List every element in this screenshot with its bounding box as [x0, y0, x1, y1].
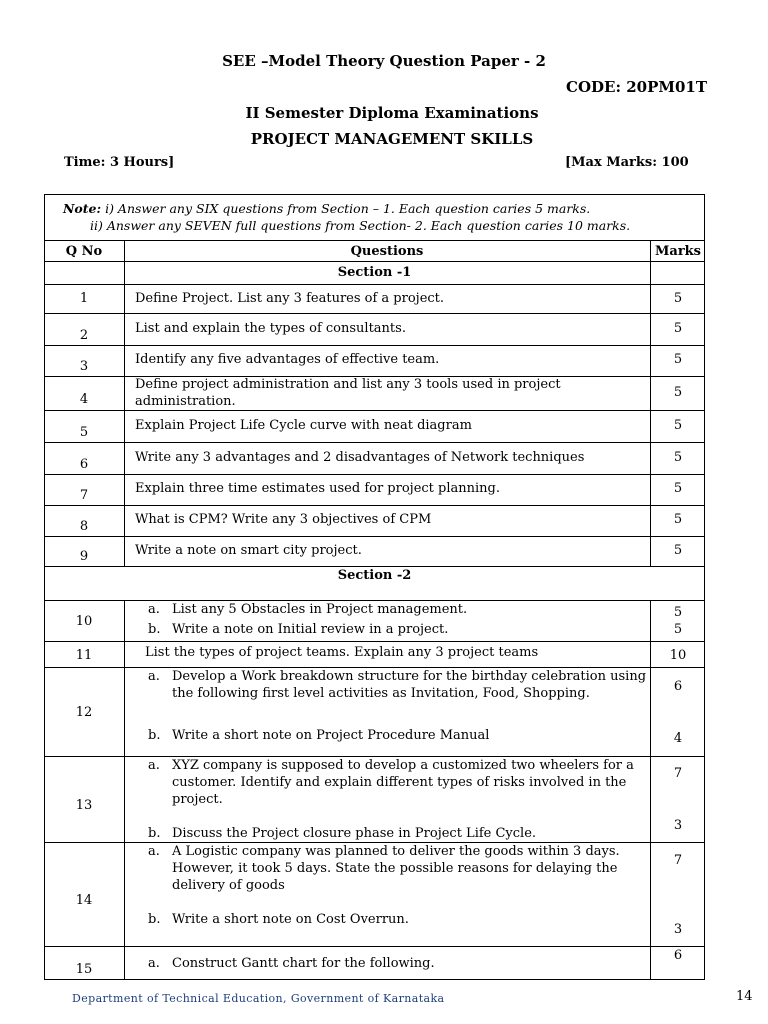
- instructions-line-1: Note: i) Answer any SIX questions from Section – 1. Each question caries 5 marks.: [63, 201, 591, 216]
- question-marks: 10: [669, 648, 687, 663]
- question-marks: 3: [673, 922, 683, 937]
- sub-label: b.: [148, 728, 161, 743]
- question-text: Discuss the Project closure phase in Project Life Cycle.: [172, 826, 537, 841]
- question-marks: 6: [673, 679, 683, 694]
- paper-code: CODE: 20PM01T: [566, 78, 707, 96]
- question-marks: 5: [673, 352, 683, 367]
- question-number: 7: [79, 488, 89, 503]
- question-number: 5: [79, 425, 89, 440]
- question-marks: 6: [673, 948, 683, 963]
- question-marks: 5: [673, 418, 683, 433]
- sub-label: a.: [148, 844, 160, 859]
- question-number: 2: [79, 328, 89, 343]
- exam-duration: Time: 3 Hours]: [64, 155, 175, 170]
- question-text: Define project administration and list any 3 tools used in project administration.: [135, 377, 561, 409]
- sub-label: b.: [148, 912, 161, 927]
- question-text: Identify any five advantages of effective team.: [135, 352, 440, 367]
- page-number: 14: [736, 989, 753, 1004]
- sub-label: b.: [148, 622, 161, 637]
- question-text: Explain three time estimates used for project planning.: [135, 481, 500, 496]
- question-marks: 4: [673, 731, 683, 746]
- question-text: List the types of project teams. Explain any 3 project teams: [145, 645, 539, 660]
- section-2-title: Section -2: [337, 568, 412, 583]
- sub-label: a.: [148, 669, 160, 684]
- question-marks: 5: [673, 512, 683, 527]
- question-marks: 5: [673, 450, 683, 465]
- question-text: Define Project. List any 3 features of a project.: [135, 291, 445, 306]
- paper-title: SEE –Model Theory Question Paper - 2: [222, 52, 546, 70]
- question-marks: 7: [673, 853, 683, 868]
- question-number: 10: [75, 614, 93, 629]
- question-marks: 7: [673, 766, 683, 781]
- question-number: 4: [79, 392, 89, 407]
- question-text: Write a note on Initial review in a project.: [172, 622, 449, 637]
- question-marks: 3: [673, 818, 683, 833]
- question-text: Write a short note on Project Procedure Manual: [172, 728, 490, 743]
- question-text: What is CPM? Write any 3 objectives of CPM: [135, 512, 432, 527]
- question-marks: 5: [673, 605, 683, 620]
- sub-label: b.: [148, 826, 161, 841]
- question-text: Write a short note on Cost Overrun.: [172, 912, 409, 927]
- question-number: 6: [79, 457, 89, 472]
- question-marks: 5: [673, 622, 683, 637]
- column-header-questions: Questions: [350, 244, 424, 259]
- question-marks: 5: [673, 291, 683, 306]
- max-marks: [Max Marks: 100: [565, 155, 689, 170]
- question-marks: 5: [673, 481, 683, 496]
- footer-department: Department of Technical Education, Government of Karnataka: [72, 992, 445, 1005]
- question-number: 13: [75, 798, 93, 813]
- question-number: 9: [79, 549, 89, 564]
- question-number: 8: [79, 519, 89, 534]
- column-header-marks: Marks: [655, 244, 701, 259]
- column-header-qno: Q No: [65, 244, 103, 259]
- sub-label: a.: [148, 758, 160, 773]
- question-number: 1: [79, 291, 89, 306]
- question-number: 12: [75, 705, 93, 720]
- question-number: 3: [79, 359, 89, 374]
- exam-name: II Semester Diploma Examinations: [245, 104, 539, 122]
- question-text: Develop a Work breakdown structure for the birthday celebration using the following first level activities as Invitation, Food, Shopping.: [172, 669, 647, 701]
- question-marks: 5: [673, 321, 683, 336]
- question-number: 14: [75, 893, 93, 908]
- sub-label: a.: [148, 602, 160, 617]
- question-text: Write any 3 advantages and 2 disadvantages of Network techniques: [135, 450, 585, 465]
- question-text: Explain Project Life Cycle curve with neat diagram: [135, 418, 472, 433]
- question-marks: 5: [673, 385, 683, 400]
- note-label: Note:: [63, 201, 102, 216]
- instructions-line-2: ii) Answer any SEVEN full questions from Section- 2. Each question caries 10 marks.: [90, 218, 631, 233]
- question-number: 15: [75, 962, 93, 977]
- question-number: 11: [75, 648, 93, 663]
- question-text: List any 5 Obstacles in Project management.: [172, 602, 468, 617]
- question-marks: 5: [673, 543, 683, 558]
- question-text: A Logistic company was planned to deliver the goods within 3 days. However, it took 5 days. State the possible reasons for delaying the delivery of goods: [172, 844, 620, 893]
- question-text: XYZ company is supposed to develop a customized two wheelers for a customer. Identify and explain different types of risks involved in the project.: [172, 758, 634, 807]
- question-text: Write a note on smart city project.: [135, 543, 362, 558]
- question-text: List and explain the types of consultants.: [135, 321, 406, 336]
- subject-name: PROJECT MANAGEMENT SKILLS: [250, 130, 534, 148]
- question-text: Construct Gantt chart for the following.: [172, 956, 435, 971]
- sub-label: a.: [148, 956, 160, 971]
- section-1-title: Section -1: [337, 265, 412, 280]
